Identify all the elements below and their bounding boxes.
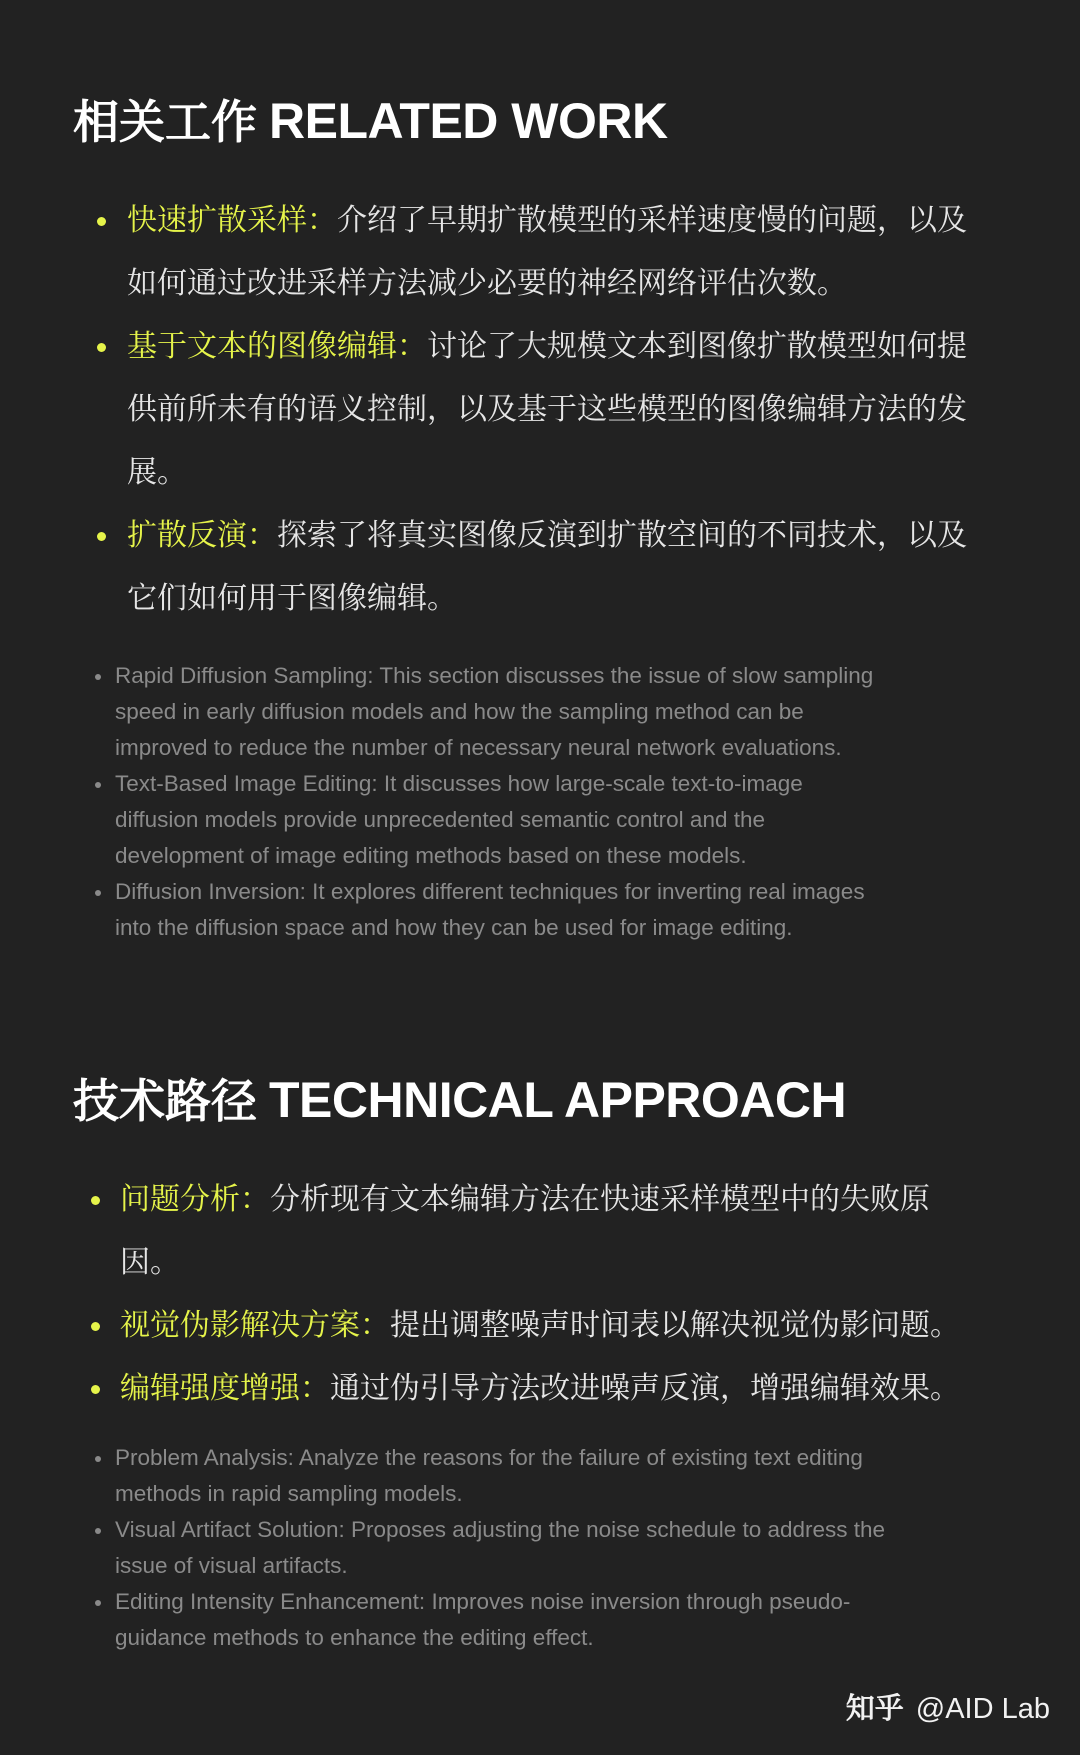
bullet-dot-icon: [95, 1600, 101, 1606]
bullet-dot-icon: [97, 343, 106, 352]
cn-bullet-list: [120, 1168, 1020, 1420]
en-bullet-list: [115, 1440, 1055, 1656]
bullet-dot-icon: [95, 782, 101, 788]
item-text: 讨论了大规模文本到图像扩散模型如何提: [427, 329, 967, 364]
bullet-dot-icon: [97, 532, 106, 541]
item-text: guidance methods to enhance the editing effect.: [115, 1625, 594, 1650]
item-colon: ：: [307, 203, 337, 238]
bullet-dot-icon: [95, 1528, 101, 1534]
heading-cn: 相关工作: [73, 95, 257, 149]
item-text: improved to reduce the number of necessary neural network evaluations.: [115, 735, 842, 760]
bullet-dot-icon: [97, 217, 106, 226]
item-text: Problem Analysis: Analyze the reasons for the failure of existing text editing: [115, 1445, 863, 1470]
heading-en: TECHNICAL APPROACH: [269, 1072, 847, 1128]
item-text: Rapid Diffusion Sampling: This section discusses the issue of slow sampling: [115, 663, 874, 688]
list-item: [120, 1168, 1020, 1294]
list-item: [115, 1440, 1055, 1512]
item-text: diffusion models provide unprecedented semantic control and the: [115, 807, 765, 832]
bullet-dot-icon: [95, 674, 101, 680]
bullet-dot-icon: [91, 1196, 100, 1205]
item-term: 基于文本的图像编辑: [127, 329, 397, 364]
list-item: [120, 1357, 1020, 1420]
item-text: 探索了将真实图像反演到扩散空间的不同技术，以及: [277, 518, 967, 553]
item-term: 扩散反演: [127, 518, 247, 553]
section-heading: [73, 91, 668, 152]
item-text: Diffusion Inversion: It explores different techniques for inverting real images: [115, 879, 865, 904]
bullet-dot-icon: [91, 1385, 100, 1394]
list-item: [127, 189, 1027, 315]
item-term: 编辑强度增强: [120, 1371, 300, 1406]
item-term: 快速扩散采样: [127, 203, 307, 238]
en-bullet-list: [115, 658, 1055, 946]
item-text: issue of visual artifacts.: [115, 1553, 348, 1578]
item-text: 它们如何用于图像编辑。: [127, 581, 457, 616]
item-colon: ：: [360, 1308, 390, 1343]
item-colon: ：: [397, 329, 427, 364]
item-text: 提出调整噪声时间表以解决视觉伪影问题。: [390, 1308, 960, 1343]
list-item: [127, 315, 1027, 504]
author-handle: @AID Lab: [915, 1693, 1050, 1725]
bullet-dot-icon: [95, 1456, 101, 1462]
watermark: [846, 1688, 1050, 1729]
heading-en: RELATED WORK: [269, 93, 668, 149]
list-item: [115, 1512, 1055, 1584]
bullet-dot-icon: [91, 1322, 100, 1331]
item-colon: ：: [240, 1182, 270, 1217]
item-text: Text-Based Image Editing: It discusses how large-scale text-to-image: [115, 771, 803, 796]
item-term: 视觉伪影解决方案: [120, 1308, 360, 1343]
item-colon: ：: [300, 1371, 330, 1406]
item-term: 问题分析: [120, 1182, 240, 1217]
item-text: speed in early diffusion models and how the sampling method can be: [115, 699, 804, 724]
cn-bullet-list: [127, 189, 1027, 630]
item-text: development of image editing methods based on these models.: [115, 843, 747, 868]
item-text: 供前所未有的语义控制，以及基于这些模型的图像编辑方法的发: [127, 392, 967, 427]
platform-logo-text: 知乎: [845, 1691, 904, 1725]
item-text: 介绍了早期扩散模型的采样速度慢的问题，以及: [337, 203, 967, 238]
item-text: 分析现有文本编辑方法在快速采样模型中的失败原: [270, 1182, 930, 1217]
list-item: [115, 658, 1055, 766]
item-text: Editing Intensity Enhancement: Improves noise inversion through pseudo-: [115, 1589, 851, 1614]
item-text: 因。: [120, 1245, 180, 1280]
list-item: [115, 874, 1055, 946]
heading-cn: 技术路径: [73, 1074, 257, 1128]
item-text: methods in rapid sampling models.: [115, 1481, 463, 1506]
item-text: into the diffusion space and how they can be used for image editing.: [115, 915, 793, 940]
bullet-dot-icon: [95, 890, 101, 896]
section-heading: [73, 1070, 846, 1131]
list-item: [120, 1294, 1020, 1357]
list-item: [115, 766, 1055, 874]
list-item: [127, 504, 1027, 630]
item-text: 如何通过改进采样方法减少必要的神经网络评估次数。: [127, 266, 847, 301]
item-text: Visual Artifact Solution: Proposes adjusting the noise schedule to address the: [115, 1517, 886, 1542]
item-text: 展。: [127, 455, 187, 490]
list-item: [115, 1584, 1055, 1656]
item-colon: ：: [247, 518, 277, 553]
item-text: 通过伪引导方法改进噪声反演，增强编辑效果。: [330, 1371, 960, 1406]
